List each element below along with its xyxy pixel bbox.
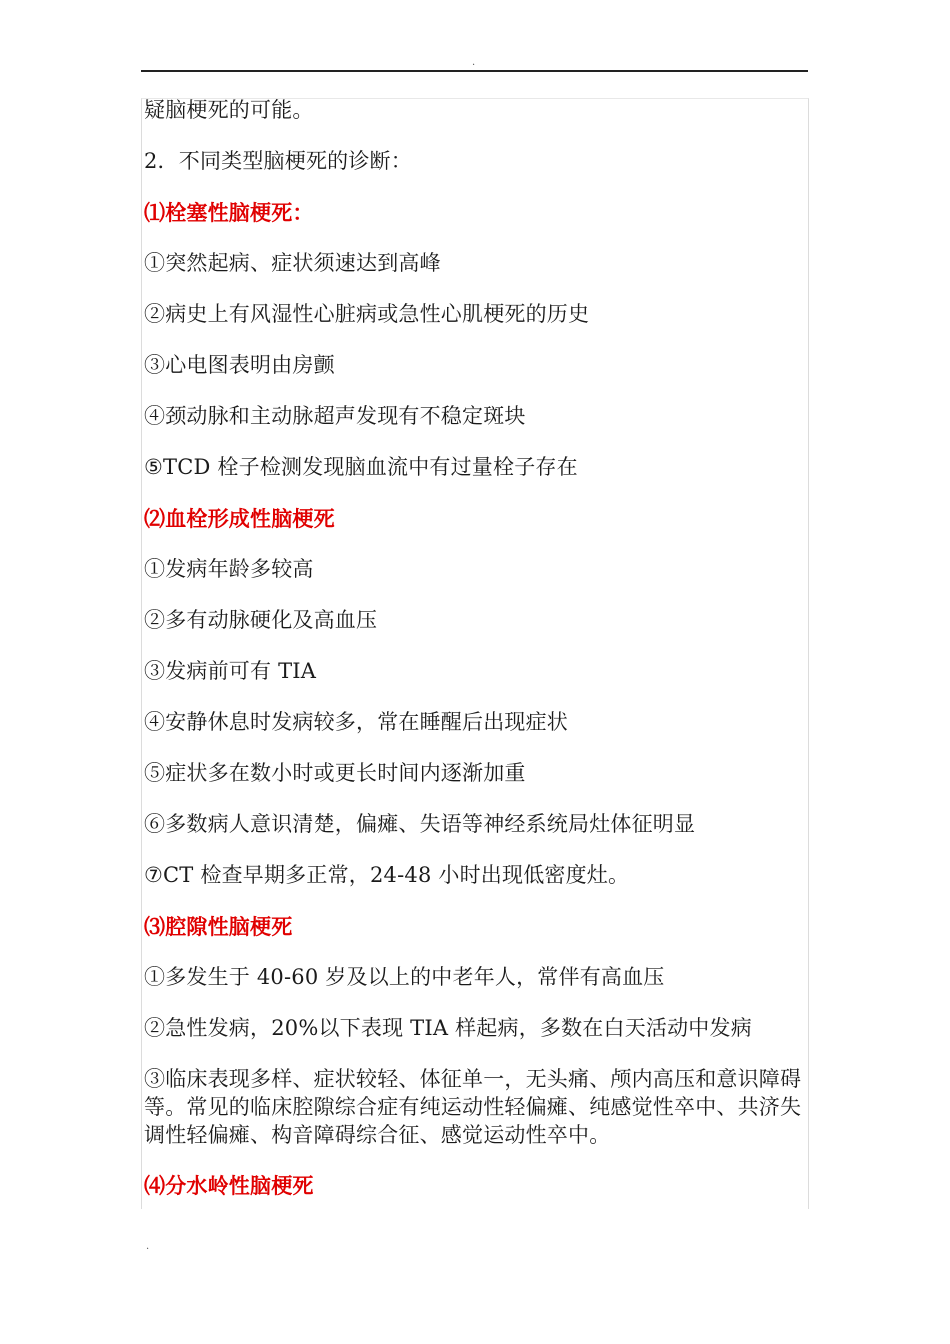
- section-title: 2．不同类型脑梗死的诊断：: [144, 149, 412, 173]
- subsection-heading-embolic: ⑴栓塞性脑梗死：: [144, 200, 314, 225]
- list-item: ①突然起病、症状须速达到高峰: [144, 251, 441, 275]
- subsection-heading-thrombotic: ⑵血栓形成性脑梗死: [144, 506, 335, 531]
- list-item: ②急性发病，20%以下表现 TIA 样起病，多数在白天活动中发病: [144, 1016, 752, 1040]
- list-item: ④安静休息时发病较多，常在睡醒后出现症状: [144, 710, 568, 734]
- list-item: ⑦CT 检查早期多正常，24-48 小时出现低密度灶。: [144, 863, 630, 887]
- subsection-heading-lacunar: ⑶腔隙性脑梗死: [144, 914, 293, 939]
- list-item: ①发病年龄多较高: [144, 557, 314, 581]
- list-item: ⑥多数病人意识清楚，偏瘫、失语等神经系统局灶体征明显: [144, 812, 696, 836]
- header-rule: [141, 70, 808, 72]
- list-item: ①多发生于 40-60 岁及以上的中老年人，常伴有高血压: [144, 965, 665, 989]
- list-item: ④颈动脉和主动脉超声发现有不稳定斑块: [144, 404, 526, 428]
- subsection-heading-watershed: ⑷分水岭性脑梗死: [144, 1173, 314, 1198]
- list-item: ②多有动脉硬化及高血压: [144, 608, 378, 632]
- footer-mark: .: [146, 1241, 150, 1252]
- list-item: ⑤TCD 栓子检测发现脑血流中有过量栓子存在: [144, 455, 578, 479]
- list-item: ⑤症状多在数小时或更长时间内逐渐加重: [144, 761, 526, 785]
- document-body: [144, 96, 820, 1222]
- list-item: ③发病前可有 TIA: [144, 659, 317, 683]
- list-item: ②病史上有风湿性心脏病或急性心肌梗死的历史: [144, 302, 590, 326]
- list-item: ③心电图表明由房颤: [144, 353, 335, 377]
- list-item-paragraph: ③临床表现多样、症状较轻、体征单一，无头痛、颅内高压和意识障碍等。常见的临床腔隙综合症有纯运动性轻偏瘫、纯感觉性卒中、共济失调性轻偏瘫、构音障碍综合征、感觉运动性卒中。: [144, 1067, 802, 1147]
- header-mark: .: [472, 57, 476, 68]
- text-line: 疑脑梗死的可能。: [144, 98, 314, 122]
